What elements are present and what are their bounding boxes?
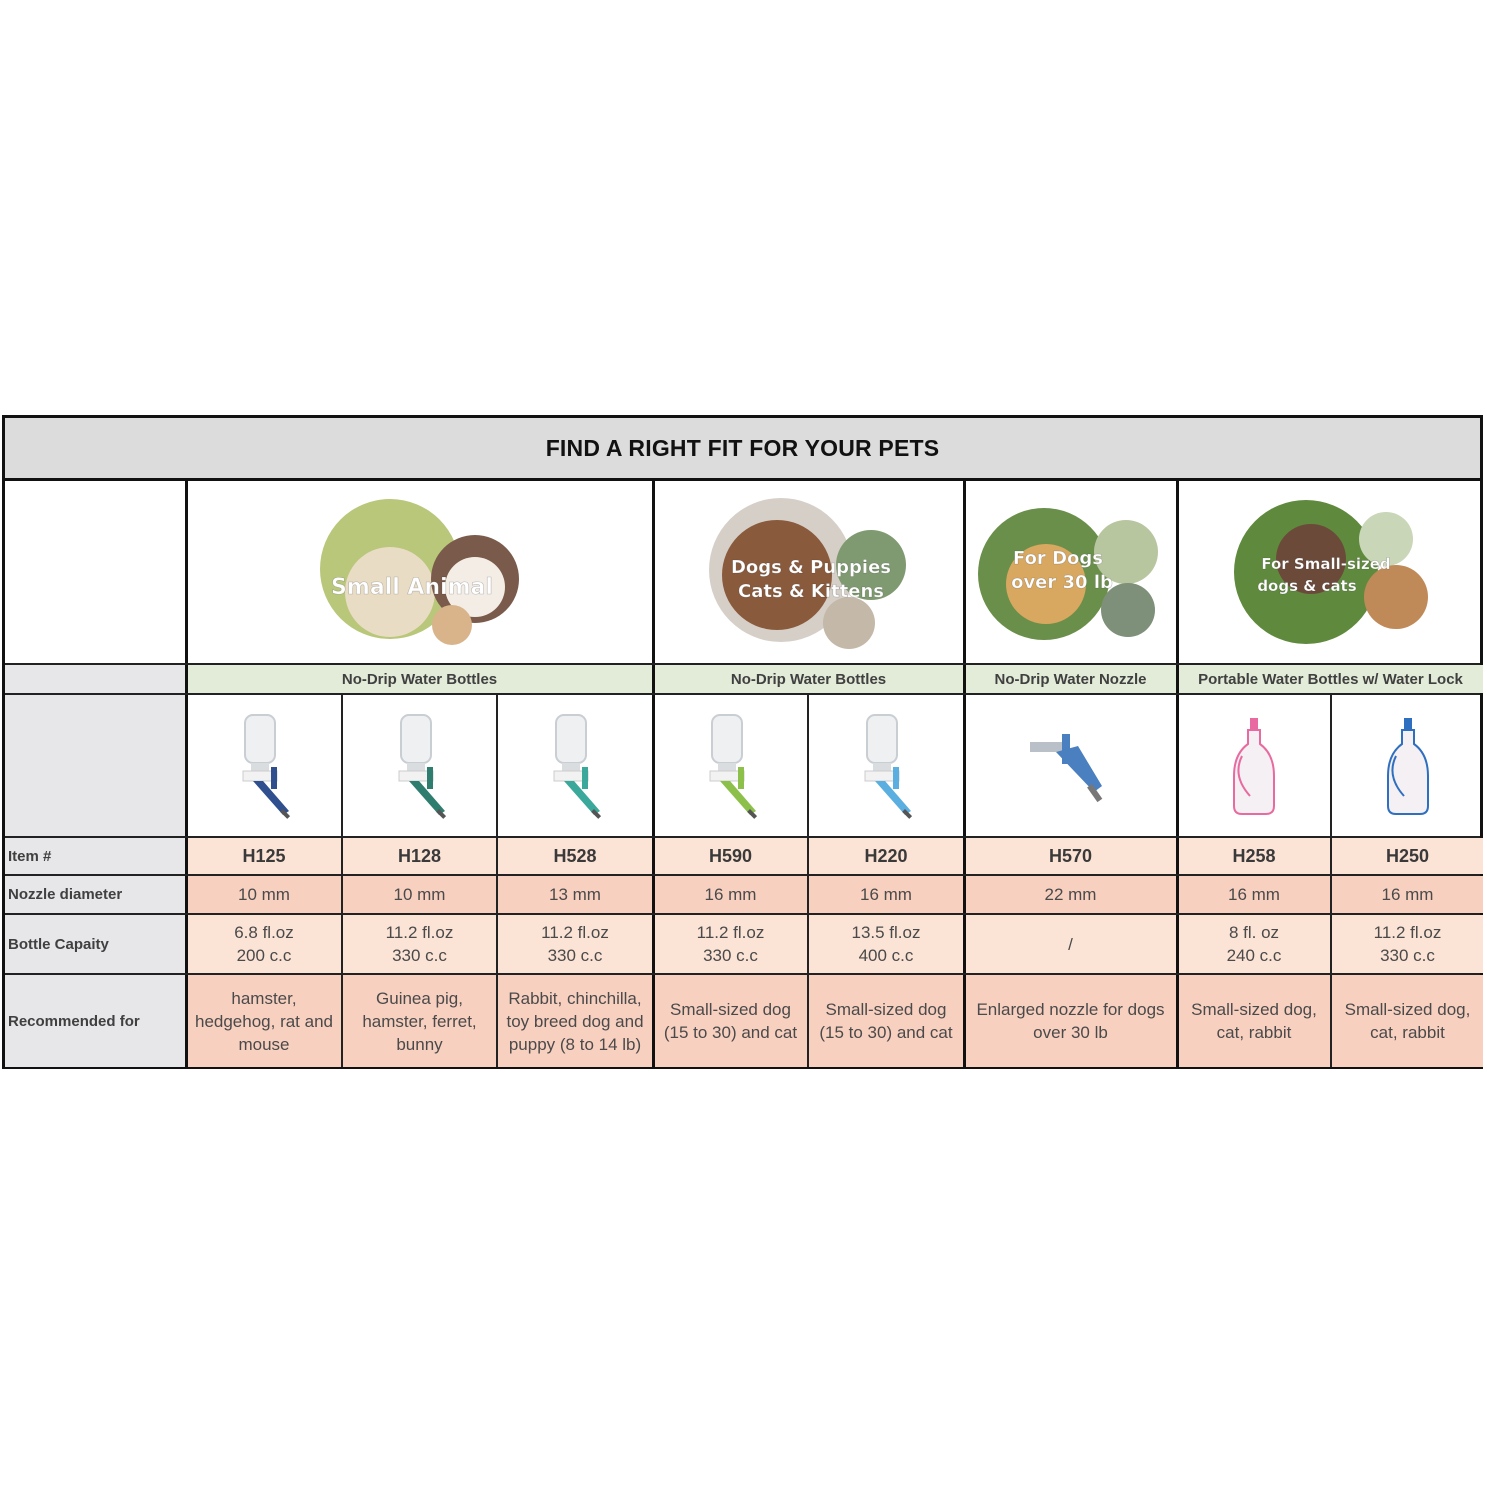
grid-line — [1176, 478, 1179, 1067]
grid-line — [5, 836, 1480, 838]
product-image — [187, 695, 341, 836]
badge-small-animal — [187, 481, 652, 663]
grid-line — [185, 478, 188, 1067]
capacity-line: 6.8 fl.oz — [234, 923, 294, 942]
row-label-capacity: Bottle Capaity — [5, 915, 185, 973]
grid-line — [652, 478, 655, 1067]
image-row-label — [5, 695, 185, 836]
recommended-line: bunny — [396, 1034, 443, 1054]
small-dogs-cats-photo-icon — [1231, 497, 1431, 647]
bottle-capacity — [809, 915, 963, 973]
bottle-capacity — [1178, 915, 1330, 973]
bottle-capacity — [343, 915, 496, 973]
recommended-line: over 30 lb — [1033, 1023, 1108, 1042]
small-animal-photo-icon — [310, 497, 530, 647]
recommended-line: mouse — [238, 1034, 290, 1054]
svg-text:For Small-sized: For Small-sized — [1260, 555, 1391, 573]
comparison-chart — [2, 415, 1483, 1069]
recommended-line: cat, rabbit — [1370, 1023, 1445, 1042]
row-label-item: Item # — [5, 838, 185, 874]
item-number: H128 — [343, 838, 496, 874]
grid-line — [5, 693, 1480, 695]
bottle-capacity — [654, 915, 807, 973]
category-label: Portable Water Bottles w/ Water Lock — [1178, 665, 1483, 693]
capacity-line: 240 c.c — [1226, 946, 1282, 965]
nozzle-diameter: 13 mm — [498, 876, 652, 913]
product-image — [654, 695, 807, 836]
capacity-line: 200 c.c — [236, 946, 292, 965]
row-label-recommended: Recommended for — [5, 975, 185, 1067]
recommended-line: cat, rabbit — [1216, 1023, 1292, 1042]
dogs-cats-photo-icon — [699, 495, 919, 650]
grid-line — [5, 663, 1480, 665]
capacity-line: 11.2 fl.oz — [696, 923, 765, 942]
bottle-icon — [851, 711, 921, 821]
capacity-line: 330 c.c — [703, 946, 758, 965]
capacity-line: 330 c.c — [392, 946, 447, 965]
nozzle-diameter: 16 mm — [654, 876, 807, 913]
product-image — [498, 695, 652, 836]
item-number: H250 — [1332, 838, 1483, 874]
item-number: H220 — [809, 838, 963, 874]
grid-line — [341, 695, 343, 1067]
recommended-line: hamster, — [231, 988, 297, 1008]
capacity-line: 400 c.c — [858, 946, 914, 965]
recommended-for — [187, 975, 341, 1067]
recommended-line: Small-sized dog — [670, 1000, 791, 1019]
nozzle-diameter: 10 mm — [343, 876, 496, 913]
recommended-line: Small-sized dog — [825, 1000, 947, 1019]
recommended-line: (15 to 30) and cat — [819, 1023, 953, 1042]
badge-large-dogs — [965, 481, 1176, 663]
capacity-line: 330 c.c — [1380, 946, 1435, 965]
product-image — [1178, 695, 1330, 836]
row-label-nozzle: Nozzle diameter — [5, 876, 185, 913]
grid-line — [5, 973, 1480, 975]
product-image — [965, 695, 1176, 836]
category-row-label — [5, 665, 185, 693]
svg-text:Small Animal: Small Animal — [330, 575, 493, 600]
badge-dogs-cats — [654, 481, 963, 663]
recommended-for — [965, 975, 1176, 1067]
capacity-line: 11.2 fl.oz — [1373, 923, 1442, 942]
category-label: No-Drip Water Bottles — [654, 665, 963, 693]
grid-line — [963, 478, 966, 1067]
recommended-line: (15 to 30) and cat — [663, 1023, 798, 1042]
chart-title: FIND A RIGHT FIT FOR YOUR PETS — [5, 418, 1480, 481]
recommended-for — [343, 975, 496, 1067]
portable-bottle-icon — [1224, 716, 1284, 816]
nozzle-icon — [1026, 726, 1116, 806]
category-label: No-Drip Water Bottles — [187, 665, 652, 693]
item-number: H590 — [654, 838, 807, 874]
item-number: H258 — [1178, 838, 1330, 874]
badge-small-dogs-cats — [1178, 481, 1483, 663]
capacity-line: 13.5 fl.oz — [851, 923, 921, 942]
recommended-for — [809, 975, 963, 1067]
product-image — [343, 695, 496, 836]
recommended-line: puppy (8 to 14 lb) — [508, 1034, 642, 1054]
item-number: H570 — [965, 838, 1176, 874]
grid-line — [496, 695, 498, 1067]
grid-line — [807, 695, 809, 1067]
nozzle-diameter: 10 mm — [187, 876, 341, 913]
recommended-line: Small-sized dog, — [1191, 1000, 1317, 1019]
large-dog-photo-icon — [976, 502, 1166, 642]
recommended-line: Small-sized dog, — [1344, 1000, 1471, 1019]
recommended-line: Enlarged nozzle for dogs — [976, 1000, 1165, 1019]
capacity-line: 8 fl. oz — [1228, 923, 1280, 942]
recommended-line: Rabbit, chinchilla, — [508, 988, 642, 1008]
recommended-for — [498, 975, 652, 1067]
bottle-capacity — [1332, 915, 1483, 973]
recommended-for — [1332, 975, 1483, 1067]
recommended-for — [654, 975, 807, 1067]
nozzle-diameter: 22 mm — [965, 876, 1176, 913]
bottle-icon — [229, 711, 299, 821]
bottle-capacity — [498, 915, 652, 973]
capacity-line: 11.2 fl.oz — [541, 923, 609, 942]
svg-text:Dogs & Puppies: Dogs & Puppies — [730, 556, 891, 578]
category-label: No-Drip Water Nozzle — [965, 665, 1176, 693]
capacity-line: / — [1068, 934, 1073, 954]
svg-text:dogs & cats: dogs & cats — [1256, 577, 1357, 595]
item-number: H125 — [187, 838, 341, 874]
bottle-icon — [540, 711, 610, 821]
grid-line — [5, 874, 1480, 876]
svg-text:For Dogs: For Dogs — [1012, 548, 1103, 569]
bottle-icon — [696, 711, 766, 821]
recommended-line: hamster, ferret, — [362, 1011, 477, 1031]
recommended-for — [1178, 975, 1330, 1067]
nozzle-diameter: 16 mm — [809, 876, 963, 913]
svg-text:Cats & Kittens: Cats & Kittens — [737, 580, 884, 602]
svg-text:over 30 lb: over 30 lb — [1010, 572, 1113, 593]
product-image — [809, 695, 963, 836]
nozzle-diameter: 16 mm — [1332, 876, 1483, 913]
capacity-line: 11.2 fl.oz — [385, 923, 454, 942]
grid-line — [1330, 695, 1332, 1067]
nozzle-diameter: 16 mm — [1178, 876, 1330, 913]
recommended-line: Guinea pig, — [376, 988, 463, 1008]
portable-bottle-icon — [1378, 716, 1438, 816]
recommended-line: hedgehog, rat and — [194, 1011, 333, 1031]
bottle-capacity — [187, 915, 341, 973]
item-number: H528 — [498, 838, 652, 874]
bottle-icon — [385, 711, 455, 821]
capacity-line: 330 c.c — [547, 946, 603, 965]
product-image — [1332, 695, 1483, 836]
grid-line — [5, 913, 1480, 915]
recommended-line: toy breed dog and — [506, 1011, 644, 1031]
bottle-capacity — [965, 915, 1176, 973]
